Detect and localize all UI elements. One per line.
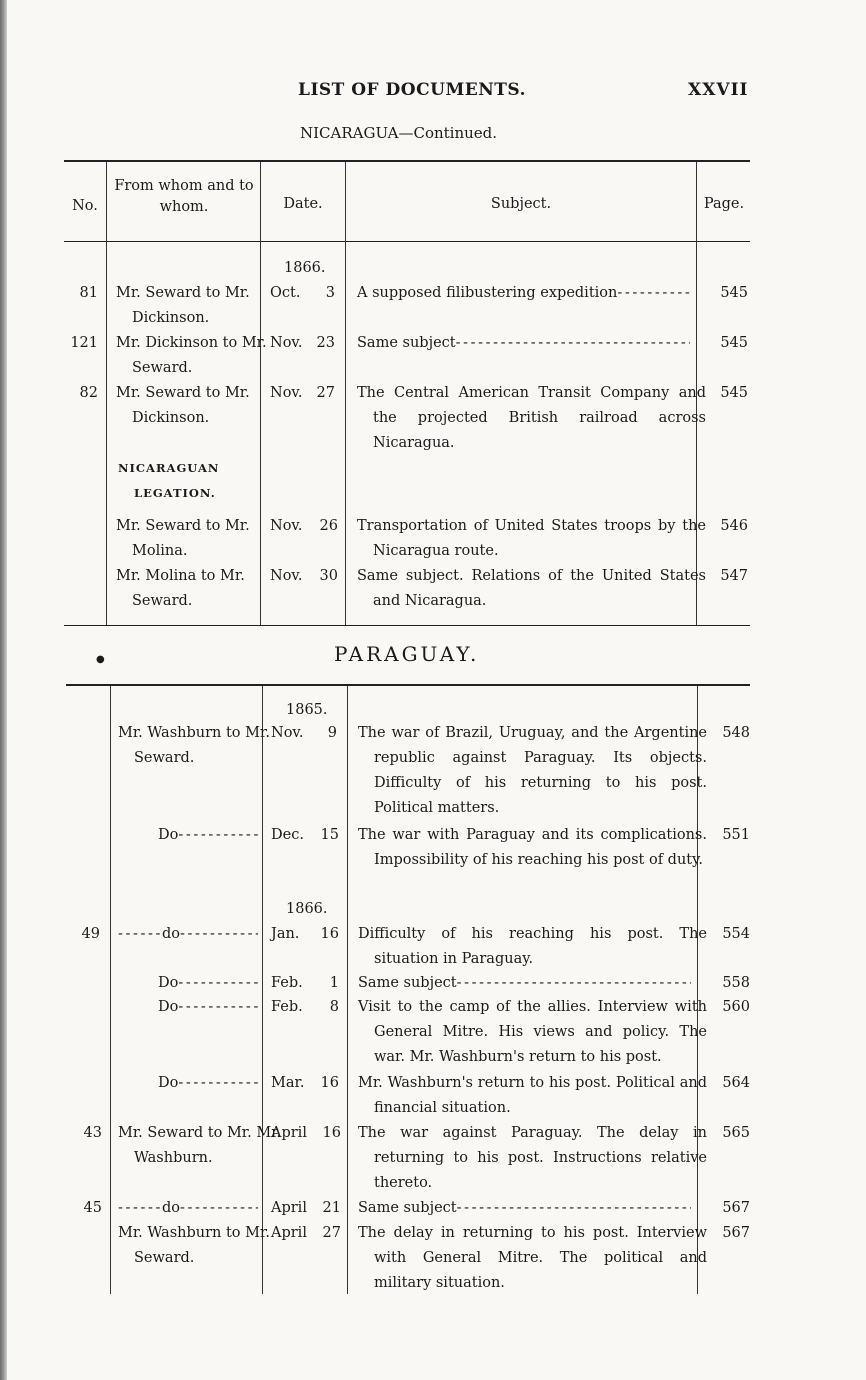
page-number: XXVII — [688, 80, 749, 100]
section-subtitle: NICARAGUA—Continued. — [300, 124, 498, 142]
date-month: Mar. — [271, 1075, 305, 1091]
subject: Transportation of United States troops by the Nicaragua route. — [357, 518, 706, 559]
column-divider — [262, 686, 263, 1294]
from-whom: Mr. Seward to Mr. Mr. Washburn. — [118, 1125, 282, 1166]
doc-number: 49 — [81, 926, 100, 942]
subject-text: Same subject — [358, 1200, 457, 1216]
dot-leader — [456, 331, 690, 356]
from-whom: Mr. Washburn to Mr. Seward. — [118, 1225, 270, 1266]
page-ref: 558 — [722, 975, 750, 991]
legation-subheading: NICARAGUAN LEGATION. — [118, 461, 220, 500]
dot-leader — [118, 922, 162, 947]
subject — [357, 281, 690, 306]
from-whom: Mr. Seward to Mr. Dickinson. — [116, 285, 250, 326]
from-whom: Mr. Molina to Mr. Seward. — [116, 568, 245, 609]
header-bottom-rule — [64, 241, 750, 242]
doc-number: 45 — [83, 1200, 102, 1216]
date-day: 15 — [320, 827, 339, 843]
subject-text: Same subject — [357, 335, 456, 351]
subject: The war against Paraguay. The delay in returning to his post. Instructions relative thereto. — [358, 1125, 707, 1191]
page-ref: 548 — [722, 725, 750, 741]
doc-number: 43 — [83, 1125, 102, 1141]
date-day: 23 — [316, 335, 335, 351]
date-month: Nov. — [270, 335, 303, 351]
page-ref: 545 — [720, 385, 748, 401]
subject: Mr. Washburn's return to his post. Political and financial situation. — [358, 1075, 707, 1116]
doc-number: 121 — [70, 335, 98, 351]
from-whom-text: Do — [158, 975, 179, 991]
page-ref: 546 — [720, 518, 748, 534]
section-heading: PARAGUAY. — [334, 642, 480, 666]
date-day: 16 — [320, 1075, 339, 1091]
date-day: 16 — [320, 926, 339, 942]
date-day: 21 — [322, 1200, 341, 1216]
date-day: 1 — [329, 975, 339, 991]
from-whom-text: do — [162, 926, 181, 942]
subject: Same subject. Relations of the United States and Nicaragua. — [357, 568, 706, 609]
date-month: Nov. — [271, 725, 304, 741]
from-whom — [158, 1071, 258, 1096]
page-ref: 547 — [720, 568, 748, 584]
column-divider — [110, 686, 111, 1294]
subject — [358, 1196, 691, 1221]
year-label: 1865. — [286, 702, 328, 718]
page-ref: 545 — [720, 285, 748, 301]
page-ref: 567 — [722, 1200, 750, 1216]
year-label: 1866. — [286, 901, 328, 917]
date-day: 30 — [319, 568, 338, 584]
date-month: Feb. — [271, 975, 303, 991]
column-header-subject: Subject. — [490, 196, 552, 212]
from-whom — [118, 1196, 258, 1221]
date-month: April — [271, 1225, 307, 1241]
date-day: 9 — [327, 725, 337, 741]
page-ref: 567 — [722, 1225, 750, 1241]
dot-leader — [180, 922, 258, 947]
from-whom — [158, 995, 258, 1020]
page-ref: 545 — [720, 335, 748, 351]
date-day: 26 — [319, 518, 338, 534]
dot-leader — [178, 823, 258, 848]
column-header-no: No. — [72, 198, 98, 214]
from-whom: Mr. Washburn to Mr. Seward. — [118, 725, 270, 766]
page-ref: 554 — [722, 926, 750, 942]
subject-text: Same subject — [358, 975, 457, 991]
table-top-rule — [66, 684, 750, 686]
from-whom-text: do — [162, 1200, 181, 1216]
dot-leader — [118, 1196, 162, 1221]
page-ref: 564 — [722, 1075, 750, 1091]
date-day: 3 — [325, 285, 335, 301]
doc-number: 82 — [79, 385, 98, 401]
running-title: LIST OF DOCUMENTS. — [298, 80, 527, 100]
from-whom — [158, 971, 258, 996]
dot-leader — [178, 995, 258, 1020]
date-month: April — [271, 1200, 307, 1216]
page-ref: 551 — [722, 827, 750, 843]
date-month: Dec. — [271, 827, 304, 843]
date-day: 16 — [322, 1125, 341, 1141]
subject: The war of Brazil, Uruguay, and the Argentine republic against Paraguay. Its objects. Difficulty of his returning to his post. Political matters. — [358, 725, 707, 816]
column-header-from-whom: From whom and to whom. — [114, 178, 254, 215]
subject: Visit to the camp of the allies. Interview with General Mitre. His views and policy. The war. Mr. Washburn's return to his post. — [358, 999, 707, 1065]
from-whom-text: Do — [158, 827, 179, 843]
from-whom: Mr. Dickinson to Mr. Seward. — [116, 335, 267, 376]
from-whom — [158, 823, 258, 848]
column-divider — [106, 162, 107, 626]
dot-leader — [617, 281, 690, 306]
table-top-rule — [64, 160, 750, 162]
doc-number: 81 — [79, 285, 98, 301]
from-whom-text: Do — [158, 1075, 179, 1091]
subject — [357, 331, 690, 356]
column-divider — [347, 686, 348, 1294]
dot-leader — [178, 1071, 258, 1096]
book-binding-edge — [0, 0, 7, 1380]
subject — [358, 971, 691, 996]
column-header-page: Page. — [703, 196, 745, 212]
from-whom: Mr. Seward to Mr. Molina. — [116, 518, 250, 559]
date-month: Jan. — [271, 926, 300, 942]
year-label: 1866. — [284, 260, 326, 276]
date-month: Feb. — [271, 999, 303, 1015]
date-day: 27 — [316, 385, 335, 401]
date-month: April — [271, 1125, 307, 1141]
date-day: 8 — [329, 999, 339, 1015]
date-month: Nov. — [270, 518, 303, 534]
dot-leader — [457, 971, 691, 996]
page-ref: 560 — [722, 999, 750, 1015]
from-whom: Mr. Seward to Mr. Dickinson. — [116, 385, 250, 426]
running-header — [0, 80, 866, 106]
from-whom-text: Do — [158, 999, 179, 1015]
bullet-mark: ● — [96, 654, 105, 665]
date-month: Nov. — [270, 385, 303, 401]
date-month: Nov. — [270, 568, 303, 584]
column-header-date: Date. — [283, 196, 323, 212]
dot-leader — [178, 971, 258, 996]
dot-leader — [180, 1196, 258, 1221]
subject: The Central American Transit Company and the projected British railroad across Nicaragua. — [357, 385, 706, 451]
date-month: Oct. — [270, 285, 301, 301]
date-day: 27 — [322, 1225, 341, 1241]
subject: The war with Paraguay and its complications. Impossibility of his reaching his post of duty. — [358, 827, 707, 868]
from-whom — [118, 922, 258, 947]
subject: The delay in returning to his post. Interview with General Mitre. The political and military situation. — [358, 1225, 707, 1291]
dot-leader — [457, 1196, 691, 1221]
column-divider — [345, 162, 346, 626]
table-bottom-rule — [64, 625, 750, 626]
subject-text: A supposed filibustering expedition — [357, 285, 618, 301]
subject: Difficulty of his reaching his post. The situation in Paraguay. — [358, 926, 707, 967]
page-ref: 565 — [722, 1125, 750, 1141]
